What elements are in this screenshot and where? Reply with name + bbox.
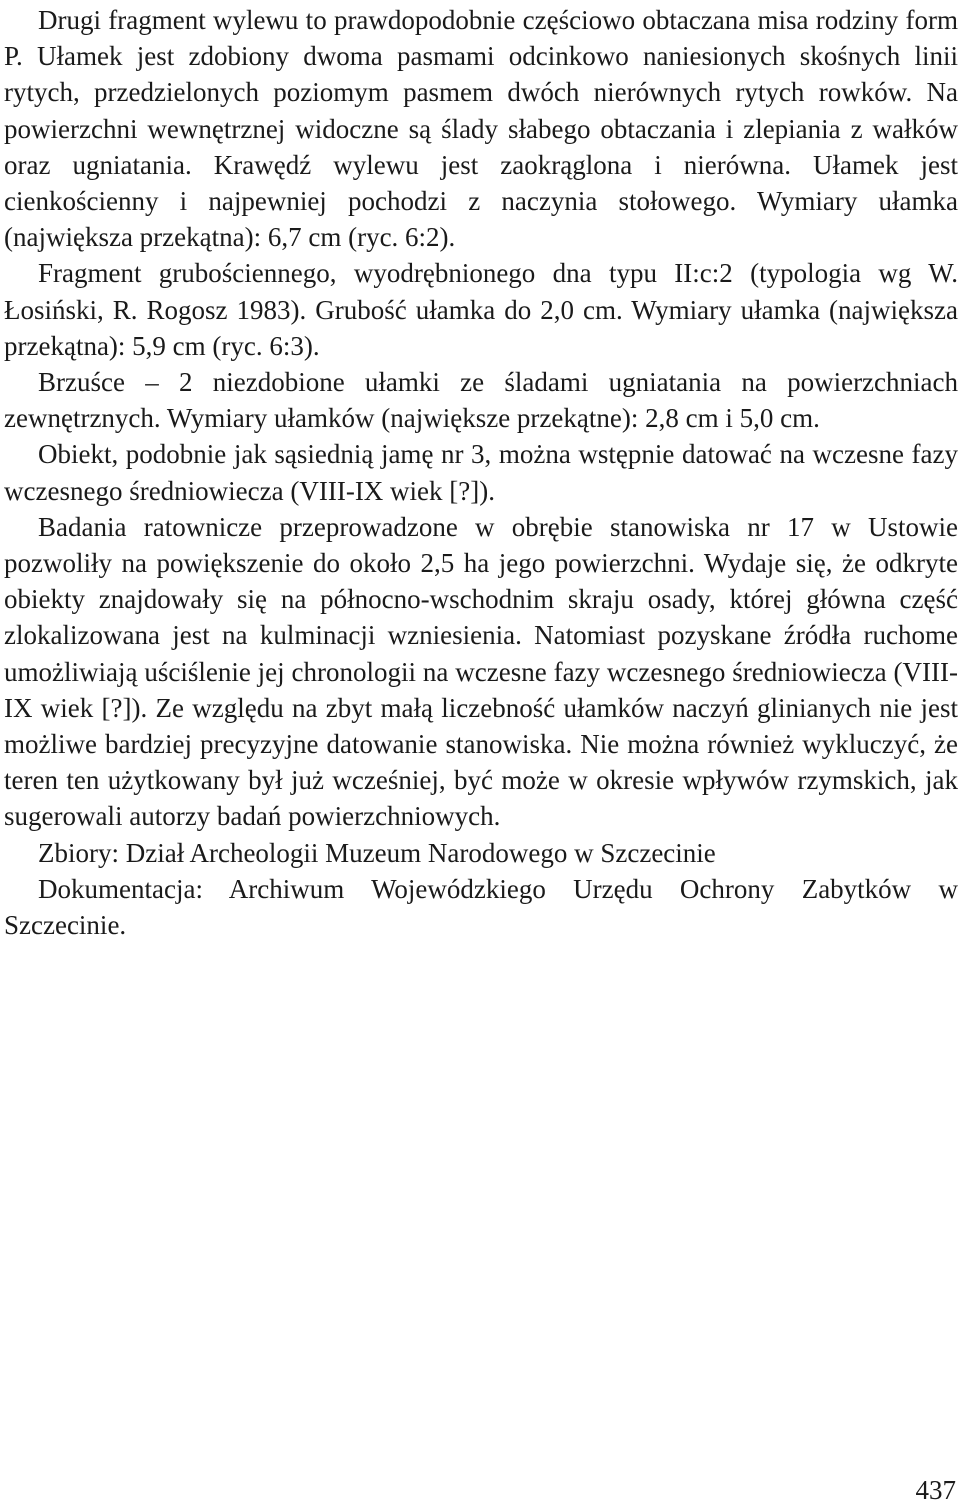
page-body [4,2,958,943]
page-number: 437 [915,1475,956,1505]
paragraph-badania-ratownicze: Badania ratownicze przeprowadzone w obrębie stanowiska nr 17 w Ustowie pozwoliły na powiększenie do około 2,5 ha jego powierzchni. Wydaje się, że odkryte obiekty znajdowały się na północno-wschodnim skraju osady, której główna część zlokalizowana jest na kulminacji wzniesienia. Natomiast pozyskane źródła ruchome umożliwiają uściślenie jej chronologii na wczesne fazy wczesnego średniowiecza (VIII-IX wiek [?]). Ze względu na zbyt małą liczebność ułamków naczyń glinianych nie jest możliwe bardziej precyzyjne datowanie stanowiska. Nie można również wykluczyć, że teren ten użytkowany był już wcześniej, być może w okresie wpływów rzymskich, jak sugerowali autorzy badań powierzchniowych. [4,511,958,832]
paragraph-datowanie-obiektu: Obiekt, podobnie jak sąsiednią jamę nr 3, można wstępnie datować na wczesne fazy wczesnego średniowiecza (VIII-IX wiek [?]). [4,439,958,506]
paragraph-fragment-dna: Fragment grubościennego, wyodrębnionego dna typu II:c:2 (typologia wg W. Łosiński, R. Rogosz 1983). Grubość ułamka do 2,0 cm. Wymiary ułamka (największa przekątna): 5,9 cm (ryc. 6:3). [4,258,958,361]
paragraph-brzusce: Brzuśce – 2 niezdobione ułamki ze śladami ugniatania na powierzchniach zewnętrznych. Wymiary ułamków (największe przekątne): 2,8 cm i 5,0 cm. [4,367,958,434]
paragraph-zbiory: Zbiory: Dział Archeologii Muzeum Narodowego w Szczecinie [38,837,716,868]
paragraph-fragment-wylewu: Drugi fragment wylewu to prawdopodobnie częściowo obtaczana misa rodziny form P. Ułamek jest zdobiony dwoma pasmami odcinkowo naniesionych skośnych linii rytych, przedzielonych poziomym pasmem dwóch nierównych rytych rowków. Na powierzchni wewnętrznej widoczne są ślady słabego obtaczania i zlepiania z wałków oraz ugniatania. Krawędź wylewu jest zaokrąglona i nierówna. Ułamek jest cienkościenny i najpewniej pochodzi z naczynia stołowego. Wymiary ułamka (największa przekątna): 6,7 cm (ryc. 6:2). [4,5,958,253]
paragraph-dokumentacja: Dokumentacja: Archiwum Wojewódzkiego Urzędu Ochrony Zabytków w Szczecinie. [4,873,958,941]
